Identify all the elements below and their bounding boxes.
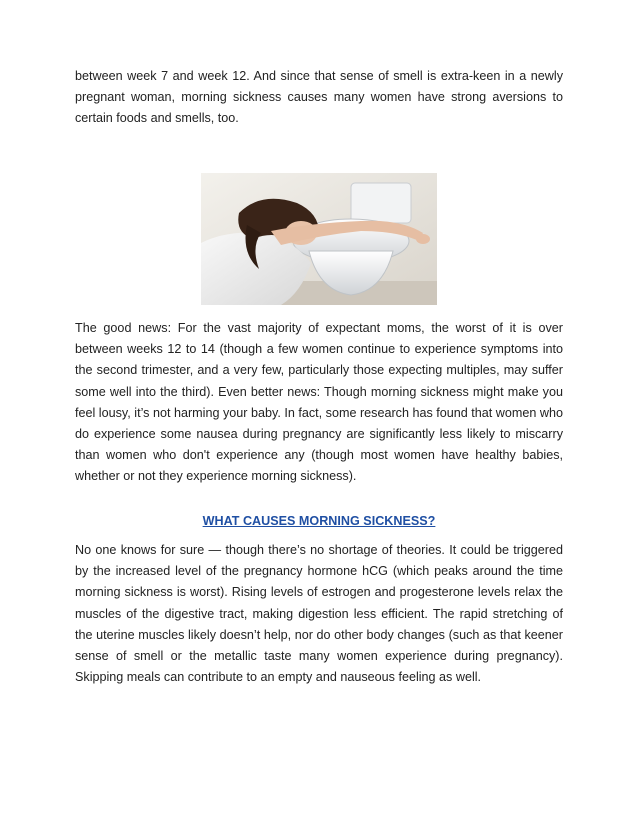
photo-illustration: [201, 173, 437, 305]
section-heading-link[interactable]: WHAT CAUSES MORNING SICKNESS?: [202, 514, 436, 528]
paragraph-intro: between week 7 and week 12. And since that sense of smell is extra-keen in a newly pregnant woman, morning sickness causes many women have strong aversions to certain foods and smells, too.: [75, 69, 563, 126]
paragraph-causes: No one knows for sure — though there’s no shortage of theories. It could be triggered by the increased level of the pregnancy hormone hCG (which peaks around the time morning sickness is worst). Rising levels of estrogen and progesterone levels relax the muscles of the digestive tract, making digestion less efficient. The rapid stretching of the uterine muscles likely doesn’t help, nor do other body changes (such as that keener sense of smell or the metallic taste many women experience during pregnancy). Skipping meals can contribute to an empty and nauseous feeling as well.: [75, 543, 563, 685]
paragraph-good-news: The good news: For the vast majority of expectant moms, the worst of it is over between weeks 12 to 14 (though a few women continue to experience symptoms into the second trimester, and a very few, particularly those expecting multiples, may suffer some well into the third). Even better news: Though morning sickness might make you feel lousy, it’s not harming your baby. In fact, some research has found that women who do experience some nausea during pregnancy are significantly less likely to miscarry than women who don't experience any (though most women have healthy babies, whether or not they experience morning sickness).: [75, 321, 563, 484]
woman-leaning-over-toilet-photo: [201, 173, 437, 305]
